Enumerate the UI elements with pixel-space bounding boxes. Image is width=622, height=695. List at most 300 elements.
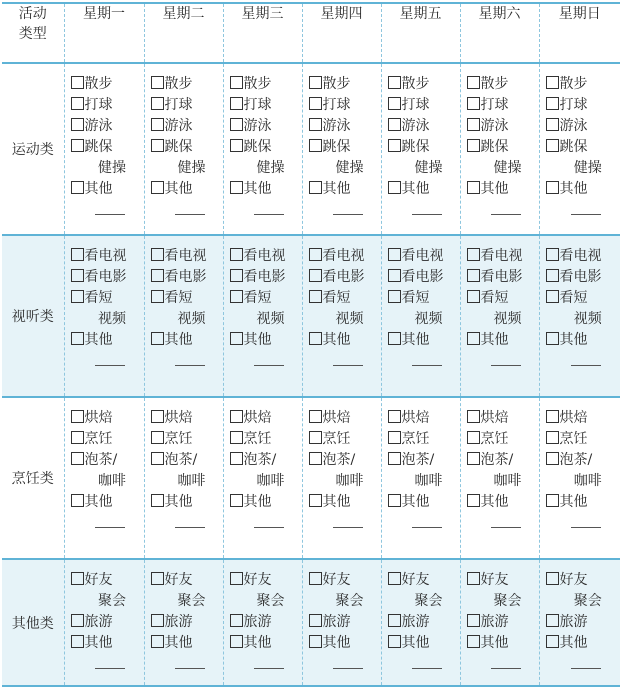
activity-option[interactable] (540, 137, 621, 158)
checkbox-icon[interactable] (309, 97, 322, 110)
checkbox-icon[interactable] (151, 97, 164, 110)
activity-option[interactable] (303, 633, 381, 654)
activity-option[interactable] (540, 408, 621, 429)
activity-option[interactable] (224, 267, 302, 288)
checkbox-icon[interactable] (71, 76, 84, 89)
other-fill-in-line[interactable] (491, 668, 521, 669)
activity-option[interactable] (145, 492, 223, 513)
activity-option[interactable] (303, 429, 381, 450)
activity-option[interactable] (303, 246, 381, 267)
checkbox-icon[interactable] (309, 410, 322, 423)
activity-option[interactable] (303, 570, 381, 591)
checkbox-icon[interactable] (71, 410, 84, 423)
activity-option[interactable] (303, 330, 381, 351)
other-fill-in-line[interactable] (175, 527, 205, 528)
activity-option[interactable] (224, 288, 302, 309)
category-row (2, 397, 620, 559)
checkbox-icon[interactable] (467, 431, 480, 444)
activity-option[interactable] (461, 570, 539, 591)
checkbox-icon[interactable] (230, 290, 243, 303)
activity-option[interactable] (65, 246, 144, 267)
activity-option[interactable] (303, 116, 381, 137)
checkbox-icon[interactable] (467, 572, 480, 585)
option-label: 其他 (84, 635, 113, 651)
other-fill-in-line[interactable] (571, 214, 601, 215)
checkbox-icon[interactable] (309, 181, 322, 194)
checkbox-icon[interactable] (230, 269, 243, 282)
checkbox-icon[interactable] (151, 614, 164, 627)
checkbox-icon[interactable] (151, 139, 164, 152)
other-fill-in-line[interactable] (491, 214, 521, 215)
activity-option[interactable] (461, 429, 539, 450)
option-label: 烘焙 (559, 410, 588, 426)
activity-option[interactable] (382, 570, 460, 591)
activity-option[interactable] (65, 74, 144, 95)
activity-option[interactable] (540, 288, 621, 309)
option-label: 看短 (322, 290, 351, 306)
activity-option[interactable] (461, 492, 539, 513)
checkbox-icon[interactable] (388, 139, 401, 152)
checkbox-icon[interactable] (309, 269, 322, 282)
activity-option[interactable] (65, 492, 144, 513)
activity-option[interactable] (461, 288, 539, 309)
checkbox-icon[interactable] (467, 97, 480, 110)
activity-option[interactable] (224, 633, 302, 654)
activity-option[interactable] (303, 288, 381, 309)
checkbox-icon[interactable] (309, 452, 322, 465)
activity-option[interactable] (540, 246, 621, 267)
checkbox-icon[interactable] (467, 181, 480, 194)
activity-option[interactable] (145, 570, 223, 591)
activity-option[interactable] (382, 288, 460, 309)
activity-option[interactable] (382, 612, 460, 633)
activity-option[interactable] (65, 570, 144, 591)
activity-option[interactable] (540, 74, 621, 95)
activity-option[interactable] (65, 267, 144, 288)
checkbox-icon[interactable] (467, 452, 480, 465)
checkbox-icon[interactable] (151, 76, 164, 89)
checkbox-icon[interactable] (71, 248, 84, 261)
checkbox-icon[interactable] (546, 635, 559, 648)
activity-option[interactable] (461, 179, 539, 200)
other-fill-in-line[interactable] (95, 668, 125, 669)
checkbox-icon[interactable] (546, 181, 559, 194)
option-label-continuation: 健操 (98, 160, 126, 176)
activity-option[interactable] (224, 330, 302, 351)
option-label-continuation: 咖啡 (177, 473, 206, 489)
activity-option[interactable] (145, 633, 223, 654)
day-header: 星期日 (539, 3, 620, 63)
option-label: 看电影 (243, 269, 286, 285)
activity-option[interactable] (145, 179, 223, 200)
activity-option[interactable] (224, 179, 302, 200)
other-fill-in-line[interactable] (254, 668, 284, 669)
checkbox-icon[interactable] (388, 452, 401, 465)
day-cell (223, 63, 302, 235)
activity-option[interactable] (540, 570, 621, 591)
activity-option[interactable] (540, 116, 621, 137)
activity-option[interactable] (382, 408, 460, 429)
other-fill-in-line[interactable] (571, 668, 601, 669)
activity-option[interactable] (461, 633, 539, 654)
activity-option[interactable] (65, 288, 144, 309)
checkbox-icon[interactable] (71, 614, 84, 627)
other-fill-in-line[interactable] (491, 527, 521, 528)
other-fill-in-line[interactable] (412, 668, 442, 669)
option-label: 旅游 (164, 614, 193, 630)
activity-option[interactable] (145, 330, 223, 351)
checkbox-icon[interactable] (230, 410, 243, 423)
checkbox-icon[interactable] (151, 572, 164, 585)
checkbox-icon[interactable] (546, 572, 559, 585)
checkbox-icon[interactable] (309, 290, 322, 303)
checkbox-icon[interactable] (71, 181, 84, 194)
activity-option[interactable] (461, 330, 539, 351)
day-cell (64, 397, 144, 559)
activity-option[interactable] (461, 74, 539, 95)
option-label: 泡茶/ (84, 452, 118, 468)
checkbox-icon[interactable] (151, 452, 164, 465)
checkbox-icon[interactable] (230, 181, 243, 194)
activity-option[interactable] (224, 74, 302, 95)
activity-option[interactable] (382, 74, 460, 95)
checkbox-icon[interactable] (309, 332, 322, 345)
activity-option[interactable] (461, 116, 539, 137)
checkbox-icon[interactable] (388, 635, 401, 648)
day-cell (302, 63, 381, 235)
checkbox-icon[interactable] (467, 635, 480, 648)
option-label: 旅游 (322, 614, 351, 630)
checkbox-icon[interactable] (71, 332, 84, 345)
checkbox-icon[interactable] (388, 290, 401, 303)
day-cell (64, 63, 144, 235)
activity-option[interactable] (224, 246, 302, 267)
activity-option[interactable] (65, 330, 144, 351)
checkbox-icon[interactable] (467, 248, 480, 261)
checkbox-icon[interactable] (71, 431, 84, 444)
checkbox-icon[interactable] (151, 494, 164, 507)
option-label-continuation: 视频 (493, 311, 522, 327)
activity-option[interactable] (65, 450, 144, 471)
checkbox-icon[interactable] (71, 118, 84, 131)
other-fill-in-line[interactable] (571, 527, 601, 528)
activity-option[interactable] (382, 330, 460, 351)
other-fill-in-line[interactable] (491, 365, 521, 366)
other-fill-in-line[interactable] (95, 214, 125, 215)
activity-option[interactable] (382, 137, 460, 158)
checkbox-icon[interactable] (230, 76, 243, 89)
checkbox-icon[interactable] (467, 139, 480, 152)
checkbox-icon[interactable] (151, 410, 164, 423)
checkbox-icon[interactable] (151, 181, 164, 194)
checkbox-icon[interactable] (546, 269, 559, 282)
checkbox-icon[interactable] (546, 139, 559, 152)
other-fill-in-line[interactable] (333, 214, 363, 215)
checkbox-icon[interactable] (467, 290, 480, 303)
checkbox-icon[interactable] (388, 431, 401, 444)
checkbox-icon[interactable] (71, 494, 84, 507)
checkbox-icon[interactable] (546, 494, 559, 507)
activity-option[interactable] (145, 408, 223, 429)
activity-option[interactable] (65, 633, 144, 654)
activity-option[interactable] (461, 612, 539, 633)
option-label: 烹饪 (401, 431, 430, 447)
option-label: 散步 (559, 76, 588, 92)
checkbox-icon[interactable] (230, 97, 243, 110)
activity-option[interactable] (145, 267, 223, 288)
checkbox-icon[interactable] (309, 572, 322, 585)
other-fill-in-line[interactable] (175, 365, 205, 366)
other-fill-in-line[interactable] (333, 668, 363, 669)
activity-option[interactable] (540, 429, 621, 450)
checkbox-icon[interactable] (388, 269, 401, 282)
checkbox-icon[interactable] (546, 332, 559, 345)
other-fill-in-line[interactable] (333, 527, 363, 528)
activity-option[interactable] (382, 429, 460, 450)
checkbox-icon[interactable] (230, 118, 243, 131)
checkbox-icon[interactable] (546, 614, 559, 627)
activity-option[interactable] (540, 330, 621, 351)
day-cell (460, 235, 539, 397)
checkbox-icon[interactable] (546, 248, 559, 261)
activity-option[interactable] (145, 612, 223, 633)
checkbox-icon[interactable] (388, 332, 401, 345)
checkbox-icon[interactable] (71, 139, 84, 152)
option-label: 其他 (559, 635, 588, 651)
activity-option[interactable] (461, 137, 539, 158)
option-label: 烘焙 (243, 410, 272, 426)
other-fill-in-line[interactable] (254, 365, 284, 366)
checkbox-icon[interactable] (309, 614, 322, 627)
checkbox-icon[interactable] (388, 248, 401, 261)
checkbox-icon[interactable] (546, 410, 559, 423)
checkbox-icon[interactable] (71, 97, 84, 110)
checkbox-icon[interactable] (388, 97, 401, 110)
option-label: 其他 (243, 494, 272, 510)
activity-option[interactable] (224, 612, 302, 633)
checkbox-icon[interactable] (388, 118, 401, 131)
activity-option[interactable] (540, 179, 621, 200)
activity-option[interactable] (65, 408, 144, 429)
other-fill-in-line[interactable] (333, 365, 363, 366)
checkbox-icon[interactable] (230, 494, 243, 507)
checkbox-icon[interactable] (467, 332, 480, 345)
activity-option[interactable] (303, 74, 381, 95)
activity-option[interactable] (303, 492, 381, 513)
option-label: 泡茶/ (401, 452, 435, 468)
other-fill-in-line[interactable] (175, 214, 205, 215)
activity-option[interactable] (461, 95, 539, 116)
checkbox-icon[interactable] (546, 76, 559, 89)
checkbox-icon[interactable] (151, 635, 164, 648)
activity-option[interactable] (540, 492, 621, 513)
other-fill-in-line[interactable] (95, 527, 125, 528)
checkbox-icon[interactable] (546, 452, 559, 465)
checkbox-icon[interactable] (230, 452, 243, 465)
other-fill-in-line[interactable] (571, 365, 601, 366)
option-label: 散步 (480, 76, 509, 92)
option-label: 游泳 (401, 118, 430, 134)
activity-option[interactable] (540, 450, 621, 471)
activity-option[interactable] (145, 95, 223, 116)
option-label: 其他 (559, 181, 588, 197)
activity-option[interactable] (65, 137, 144, 158)
option-label: 看电影 (164, 269, 207, 285)
activity-option[interactable] (461, 267, 539, 288)
option-label: 游泳 (322, 118, 351, 134)
activity-option[interactable] (224, 492, 302, 513)
checkbox-icon[interactable] (71, 452, 84, 465)
checkbox-icon[interactable] (467, 494, 480, 507)
day-cell (460, 63, 539, 235)
day-cell (223, 397, 302, 559)
activity-option[interactable] (540, 633, 621, 654)
option-label-continuation: 健操 (573, 160, 602, 176)
checkbox-icon[interactable] (309, 248, 322, 261)
activity-option[interactable] (540, 267, 621, 288)
activity-option[interactable] (224, 95, 302, 116)
checkbox-icon[interactable] (467, 410, 480, 423)
activity-option[interactable] (382, 246, 460, 267)
category-row (2, 63, 620, 235)
activity-option[interactable] (224, 408, 302, 429)
checkbox-icon[interactable] (388, 572, 401, 585)
activity-option[interactable] (303, 95, 381, 116)
other-fill-in-line[interactable] (412, 365, 442, 366)
checkbox-icon[interactable] (230, 248, 243, 261)
day-cell (460, 559, 539, 686)
checkbox-icon[interactable] (467, 118, 480, 131)
activity-option[interactable] (461, 246, 539, 267)
activity-option[interactable] (145, 288, 223, 309)
activity-option[interactable] (382, 492, 460, 513)
checkbox-icon[interactable] (151, 269, 164, 282)
checkbox-icon[interactable] (309, 431, 322, 444)
activity-option[interactable] (145, 246, 223, 267)
activity-option[interactable] (461, 408, 539, 429)
activity-option[interactable] (224, 137, 302, 158)
activity-option[interactable] (145, 116, 223, 137)
activity-option[interactable] (540, 612, 621, 633)
activity-option[interactable] (145, 137, 223, 158)
checkbox-icon[interactable] (388, 410, 401, 423)
option-label: 其他 (243, 332, 272, 348)
day-cell (539, 397, 620, 559)
activity-option[interactable] (224, 450, 302, 471)
checkbox-icon[interactable] (467, 76, 480, 89)
day-cell (144, 397, 223, 559)
option-label: 其他 (559, 332, 588, 348)
checkbox-icon[interactable] (230, 431, 243, 444)
other-fill-in-line[interactable] (254, 214, 284, 215)
checkbox-icon[interactable] (230, 635, 243, 648)
checkbox-icon[interactable] (71, 269, 84, 282)
activity-option[interactable] (145, 450, 223, 471)
checkbox-icon[interactable] (546, 290, 559, 303)
activity-option[interactable] (224, 429, 302, 450)
category-label: 视听类 (2, 235, 64, 397)
checkbox-icon[interactable] (467, 269, 480, 282)
checkbox-icon[interactable] (151, 332, 164, 345)
option-label-continuation: 聚会 (414, 593, 443, 609)
other-fill-in-line[interactable] (95, 365, 125, 366)
activity-option[interactable] (65, 179, 144, 200)
option-label: 看电影 (480, 269, 523, 285)
activity-option[interactable] (65, 116, 144, 137)
checkbox-icon[interactable] (151, 290, 164, 303)
checkbox-icon[interactable] (309, 76, 322, 89)
activity-option[interactable] (382, 95, 460, 116)
checkbox-icon[interactable] (467, 614, 480, 627)
checkbox-icon[interactable] (309, 635, 322, 648)
option-label: 好友 (243, 572, 272, 588)
checkbox-icon[interactable] (309, 494, 322, 507)
other-fill-in-line[interactable] (254, 527, 284, 528)
activity-option[interactable] (65, 429, 144, 450)
activity-option[interactable] (145, 74, 223, 95)
activity-option[interactable] (540, 95, 621, 116)
activity-option[interactable] (382, 116, 460, 137)
checkbox-icon[interactable] (309, 118, 322, 131)
activity-option[interactable] (224, 116, 302, 137)
checkbox-icon[interactable] (151, 248, 164, 261)
checkbox-icon[interactable] (230, 139, 243, 152)
checkbox-icon[interactable] (151, 118, 164, 131)
activity-option[interactable] (382, 179, 460, 200)
checkbox-icon[interactable] (71, 572, 84, 585)
other-fill-in-line[interactable] (412, 527, 442, 528)
option-label-continuation: 咖啡 (493, 473, 522, 489)
checkbox-icon[interactable] (230, 332, 243, 345)
activity-option[interactable] (65, 95, 144, 116)
option-label: 其他 (480, 635, 509, 651)
activity-option[interactable] (224, 570, 302, 591)
option-label: 好友 (164, 572, 193, 588)
checkbox-icon[interactable] (388, 181, 401, 194)
checkbox-icon[interactable] (388, 76, 401, 89)
activity-option[interactable] (303, 179, 381, 200)
checkbox-icon[interactable] (230, 614, 243, 627)
checkbox-icon[interactable] (309, 139, 322, 152)
activity-option[interactable] (303, 612, 381, 633)
activity-option[interactable] (461, 450, 539, 471)
activity-option[interactable] (303, 450, 381, 471)
activity-option[interactable] (145, 429, 223, 450)
activity-option[interactable] (382, 633, 460, 654)
activity-option[interactable] (382, 450, 460, 471)
option-label-continuation: 视频 (414, 311, 443, 327)
checkbox-icon[interactable] (71, 635, 84, 648)
checkbox-icon[interactable] (546, 118, 559, 131)
checkbox-icon[interactable] (388, 494, 401, 507)
checkbox-icon[interactable] (151, 431, 164, 444)
activity-option[interactable] (303, 267, 381, 288)
checkbox-icon[interactable] (546, 97, 559, 110)
other-fill-in-line[interactable] (412, 214, 442, 215)
activity-option[interactable] (65, 612, 144, 633)
day-cell (144, 63, 223, 235)
checkbox-icon[interactable] (546, 431, 559, 444)
activity-option[interactable] (382, 267, 460, 288)
checkbox-icon[interactable] (71, 290, 84, 303)
option-label: 看短 (401, 290, 430, 306)
other-fill-in-line[interactable] (175, 668, 205, 669)
activity-option[interactable] (303, 408, 381, 429)
activity-option[interactable] (303, 137, 381, 158)
checkbox-icon[interactable] (388, 614, 401, 627)
option-label: 泡茶/ (164, 452, 198, 468)
checkbox-icon[interactable] (230, 572, 243, 585)
